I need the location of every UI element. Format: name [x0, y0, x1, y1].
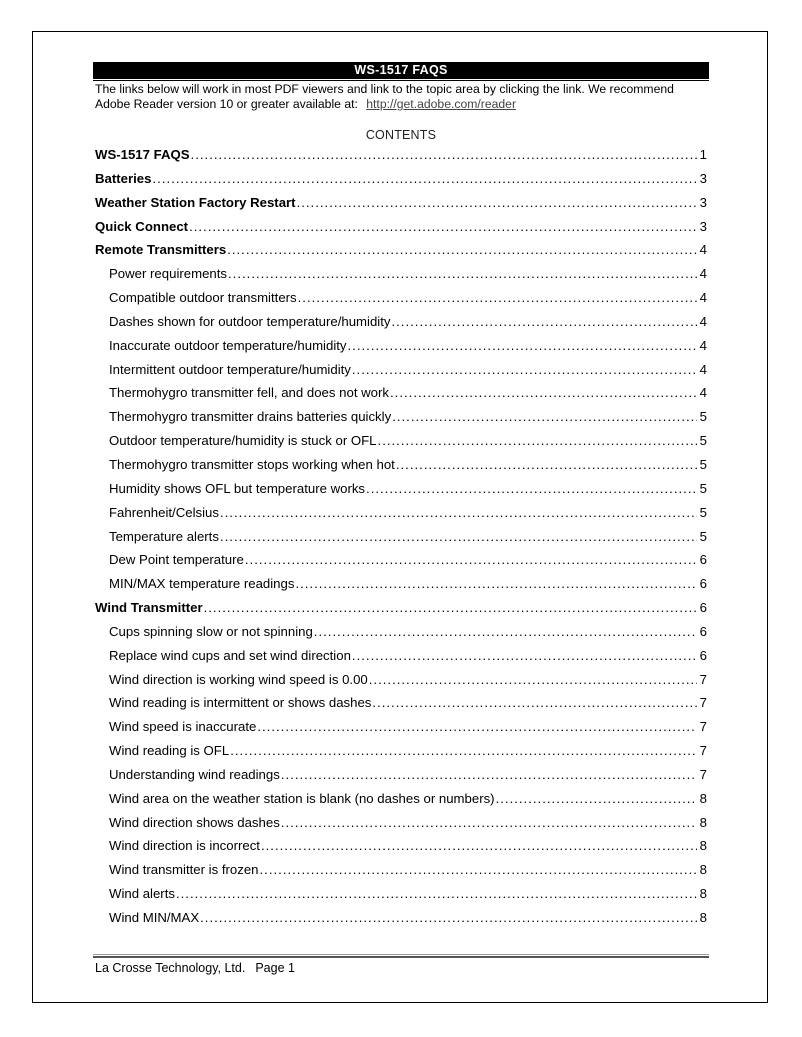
- toc-entry-label: Dashes shown for outdoor temperature/humidity: [109, 313, 391, 329]
- toc-dot-leader: [366, 481, 697, 496]
- toc-dot-leader: [348, 338, 697, 353]
- toc-entry-label: Wind Transmitter: [95, 600, 203, 616]
- toc-entry-label: Cups spinning slow or not spinning: [109, 623, 313, 639]
- toc-entry-page: 8: [699, 790, 707, 806]
- toc-entry-label: Fahrenheit/Celsius: [109, 504, 219, 520]
- toc-entry-label: Temperature alerts: [109, 528, 219, 544]
- toc-entry-label: Wind speed is inaccurate: [109, 719, 257, 735]
- toc-entry[interactable]: [95, 648, 707, 672]
- toc-entry[interactable]: [95, 481, 707, 505]
- toc-entry-page: 5: [699, 433, 707, 449]
- toc-entry-page: 4: [699, 337, 707, 353]
- toc-entry-page: 8: [699, 814, 707, 830]
- footer-page-number: Page 1: [255, 961, 295, 975]
- toc-dot-leader: [200, 910, 697, 925]
- toc-entry-label: Power requirements: [109, 266, 228, 282]
- toc-dot-leader: [496, 791, 697, 806]
- toc-entry-label: Outdoor temperature/humidity is stuck or OFL: [109, 433, 377, 449]
- toc-entry-label: Wind MIN/MAX: [109, 910, 200, 925]
- toc-entry-label: MIN/MAX temperature readings: [109, 576, 295, 592]
- toc-entry[interactable]: [95, 505, 707, 529]
- toc-entry-page: 3: [699, 218, 707, 234]
- footer: [95, 961, 295, 975]
- toc-dot-leader: [257, 719, 696, 734]
- toc-entry-label: Weather Station Factory Restart: [95, 194, 296, 210]
- document-title: WS-1517 FAQS: [93, 62, 709, 79]
- toc-entry-label: Understanding wind readings: [109, 766, 280, 782]
- toc-dot-leader: [261, 838, 697, 853]
- toc-entry[interactable]: [95, 409, 707, 433]
- toc-entry[interactable]: [95, 576, 707, 600]
- toc-entry-page: 5: [699, 528, 707, 544]
- toc-entry[interactable]: [95, 672, 707, 696]
- toc-entry[interactable]: [95, 147, 707, 171]
- contents-heading: CONTENTS: [365, 128, 437, 142]
- toc-entry[interactable]: [95, 338, 707, 362]
- adobe-reader-link[interactable]: http://get.adobe.com/reader: [366, 97, 516, 111]
- toc-entry[interactable]: [95, 433, 707, 457]
- toc-entry-page: 4: [699, 266, 707, 282]
- toc-dot-leader: [227, 242, 696, 257]
- toc-entry-label: Thermohygro transmitter drains batteries quickly: [109, 409, 392, 425]
- toc-dot-leader: [297, 195, 697, 210]
- toc-entry[interactable]: [95, 457, 707, 481]
- toc-dot-leader: [230, 743, 696, 758]
- toc-entry-label: Thermohygro transmitter stops working when hot: [109, 456, 395, 472]
- toc-dot-leader: [189, 219, 697, 234]
- toc-entry-page: 6: [699, 552, 707, 568]
- toc-entry-page: 3: [699, 194, 707, 210]
- toc-entry-label: Dew Point temperature: [109, 552, 244, 568]
- toc-entry-label: Inaccurate outdoor temperature/humidity: [109, 337, 347, 353]
- toc-entry-label: Wind alerts: [109, 886, 175, 902]
- toc-dot-leader: [314, 624, 697, 639]
- toc-entry[interactable]: [95, 910, 707, 934]
- toc-dot-leader: [176, 886, 697, 901]
- toc-entry[interactable]: [95, 290, 707, 314]
- toc-dot-leader: [281, 815, 697, 830]
- toc-entry[interactable]: [95, 886, 707, 910]
- toc-entry[interactable]: [95, 266, 707, 290]
- toc-entry[interactable]: [95, 624, 707, 648]
- toc-entry-page: 8: [699, 862, 707, 878]
- toc-dot-leader: [220, 529, 697, 544]
- toc-entry-label: Humidity shows OFL but temperature works: [109, 480, 366, 496]
- toc-dot-leader: [228, 266, 697, 281]
- toc-dot-leader: [295, 576, 696, 591]
- toc-entry-label: Intermittent outdoor temperature/humidity: [109, 361, 351, 377]
- toc-entry-label: Wind reading is OFL: [109, 743, 230, 759]
- toc-dot-leader: [352, 648, 697, 663]
- toc-dot-leader: [245, 552, 697, 567]
- toc-entry[interactable]: [95, 838, 707, 862]
- toc-entry[interactable]: [95, 695, 707, 719]
- toc-dot-leader: [378, 433, 697, 448]
- toc-entry-page: 4: [699, 385, 707, 401]
- toc-entry-label: Compatible outdoor transmitters: [109, 290, 297, 306]
- toc-dot-leader: [392, 409, 696, 424]
- toc-entry-page: 5: [699, 504, 707, 520]
- toc-entry-label: WS-1517 FAQS: [95, 147, 190, 162]
- intro-text: The links below will work in most PDF viewers and link to the topic area by clicking the link. We recommend Adobe Reader version 10 or greater available at:: [95, 82, 674, 111]
- toc-entry-page: 5: [699, 409, 707, 425]
- footer-rule: [93, 954, 709, 958]
- toc-dot-leader: [369, 672, 697, 687]
- toc-dot-leader: [352, 362, 697, 377]
- toc-entry-page: 7: [699, 671, 707, 687]
- toc-entry[interactable]: [95, 242, 707, 266]
- toc-entry-label: Wind reading is intermittent or shows dashes: [109, 695, 372, 711]
- toc-entry[interactable]: [95, 362, 707, 386]
- toc-entry-page: 5: [699, 456, 707, 472]
- toc-entry-page: 8: [699, 838, 707, 854]
- toc-dot-leader: [390, 385, 697, 400]
- toc-entry[interactable]: [95, 600, 707, 624]
- toc-entry-label: Wind area on the weather station is blank (no dashes or numbers): [109, 790, 495, 806]
- toc-entry[interactable]: [95, 719, 707, 743]
- toc-entry-label: Replace wind cups and set wind direction: [109, 647, 351, 663]
- toc-entry-page: 6: [699, 600, 707, 616]
- toc-entry[interactable]: [95, 195, 707, 219]
- toc-entry-label: Quick Connect: [95, 218, 189, 234]
- toc-entry-page: 7: [699, 719, 707, 735]
- toc-entry[interactable]: [95, 529, 707, 553]
- toc-entry-page: 7: [699, 695, 707, 711]
- toc-dot-leader: [298, 290, 697, 305]
- toc-entry-page: 6: [699, 623, 707, 639]
- toc-entry-label: Wind direction shows dashes: [109, 814, 280, 830]
- toc-dot-leader: [220, 505, 697, 520]
- toc-entry[interactable]: [95, 743, 707, 767]
- toc-entry-page: 7: [699, 743, 707, 759]
- intro-paragraph: [95, 82, 695, 112]
- toc-entry-page: 5: [699, 480, 707, 496]
- toc-entry-page: 4: [699, 313, 707, 329]
- toc-entry[interactable]: [95, 314, 707, 338]
- toc-entry-page: 4: [699, 242, 707, 258]
- toc-entry[interactable]: [95, 862, 707, 886]
- footer-company: La Crosse Technology, Ltd.: [95, 961, 246, 975]
- toc-entry[interactable]: [95, 767, 707, 791]
- toc-entry-page: 8: [699, 910, 707, 925]
- toc-dot-leader: [152, 171, 696, 186]
- toc-entry-label: Thermohygro transmitter fell, and does not work: [109, 385, 389, 401]
- table-of-contents: [95, 147, 707, 934]
- toc-entry[interactable]: [95, 385, 707, 409]
- toc-dot-leader: [260, 862, 697, 877]
- toc-entry-page: 4: [699, 290, 707, 306]
- toc-entry-label: Wind direction is working wind speed is 0.00: [109, 671, 368, 687]
- toc-entry-label: Wind transmitter is frozen: [109, 862, 259, 878]
- toc-dot-leader: [396, 457, 697, 472]
- toc-entry-page: 6: [699, 647, 707, 663]
- toc-entry[interactable]: [95, 219, 707, 243]
- toc-entry[interactable]: [95, 791, 707, 815]
- toc-entry-label: Remote Transmitters: [95, 242, 227, 258]
- toc-entry-label: Batteries: [95, 170, 152, 186]
- toc-entry[interactable]: [95, 815, 707, 839]
- toc-entry-page: 3: [699, 170, 707, 186]
- toc-entry-page: 4: [699, 361, 707, 377]
- toc-dot-leader: [191, 147, 697, 162]
- toc-entry-page: 7: [699, 766, 707, 782]
- toc-dot-leader: [391, 314, 696, 329]
- toc-dot-leader: [204, 600, 697, 615]
- title-rule: [93, 80, 709, 81]
- toc-entry[interactable]: [95, 171, 707, 195]
- toc-dot-leader: [281, 767, 697, 782]
- toc-entry-page: 8: [699, 886, 707, 902]
- toc-entry-label: Wind direction is incorrect: [109, 838, 260, 854]
- toc-entry-page: 1: [699, 147, 707, 162]
- toc-dot-leader: [372, 695, 696, 710]
- toc-entry[interactable]: [95, 552, 707, 576]
- toc-entry-page: 6: [699, 576, 707, 592]
